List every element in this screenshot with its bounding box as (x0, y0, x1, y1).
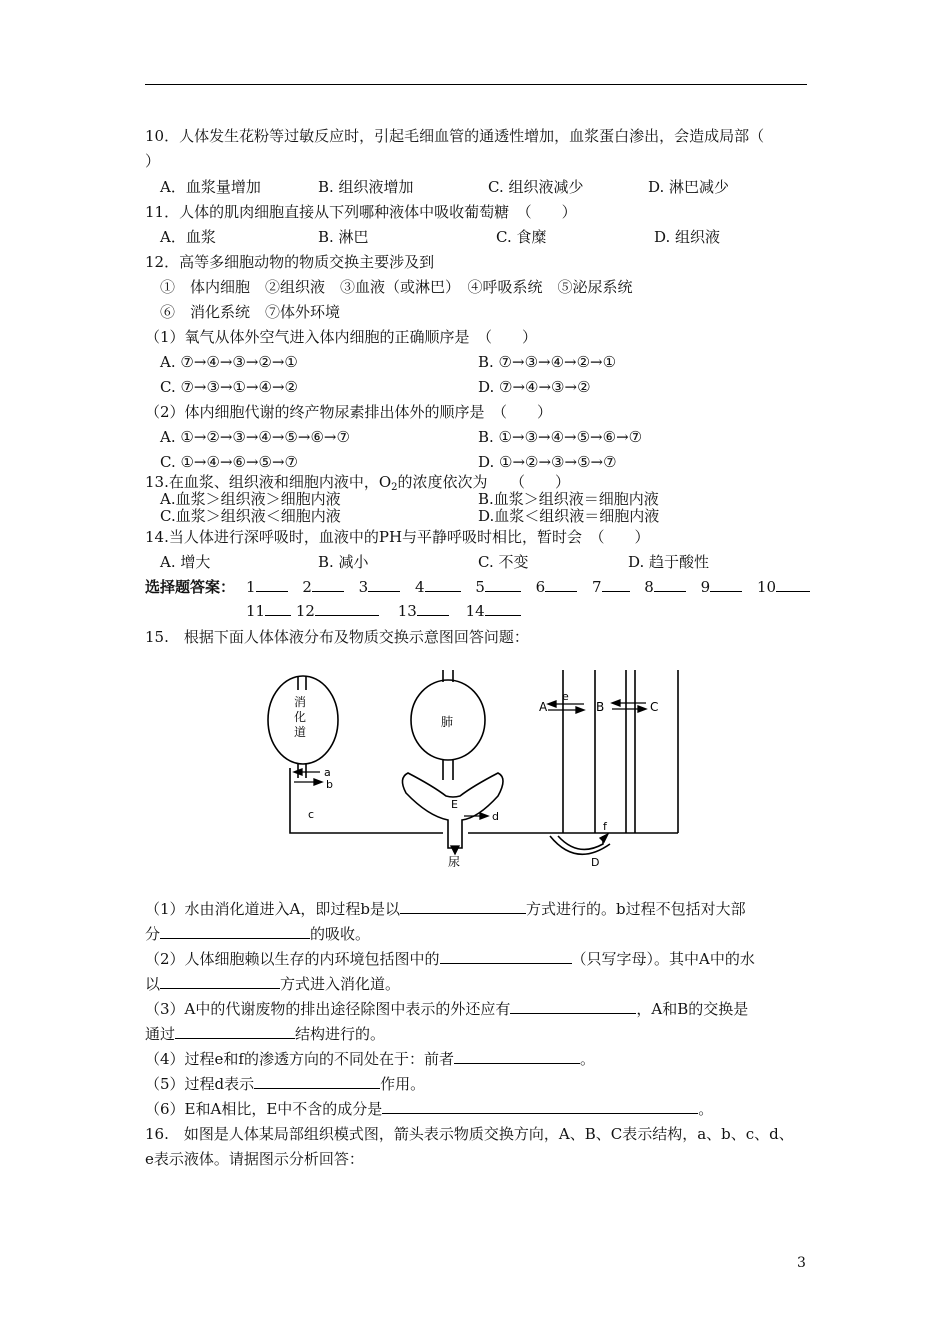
answer-num: 3 (358, 578, 369, 596)
q15-p3-line2: 通过 结构进行的。 (145, 1025, 386, 1043)
label-digestive-1: 消 (294, 695, 307, 709)
answer-row-2 (246, 601, 521, 621)
page-number: 3 (797, 1255, 806, 1271)
label-A: A (539, 700, 548, 714)
circulation-loop-left (290, 768, 443, 833)
q15-p4: （4）过程e和f的渗透方向的不同处在于：前者 。 (145, 1050, 595, 1068)
q11-option-d: D. 组织液 (654, 228, 721, 246)
q13-option-a: A.血浆＞组织液＞细胞内液 (160, 490, 341, 508)
q11-stem: 11．人体的肌肉细胞直接从下列哪种液体中吸收葡萄糖 （ ） (145, 203, 577, 221)
q10-option-c: C. 组织液减少 (488, 178, 584, 196)
label-C: C (650, 700, 659, 714)
q12-stem: 12．高等多细胞动物的物质交换主要涉及到 (145, 253, 435, 271)
answer-blank-11[interactable] (265, 601, 291, 616)
label-digestive-3: 道 (294, 725, 307, 739)
label-lung: 肺 (441, 715, 454, 729)
label-e: e (562, 690, 569, 703)
answer-row-1 (246, 577, 810, 597)
q15-blank-1[interactable] (400, 899, 526, 914)
q12-sub2-option-d: D. ①→②→③→⑤→⑦ (478, 453, 617, 471)
answer-blank-1[interactable] (256, 577, 288, 592)
q12-sub2-option-c: C. ①→④→⑥→⑤→⑦ (160, 453, 298, 471)
q13-option-b: B.血浆＞组织液＝细胞内液 (478, 490, 659, 508)
q13-stem-subscript: 2 (391, 482, 398, 493)
label-D: D (591, 856, 600, 869)
q13-option-c: C.血浆＞组织液＜细胞内液 (160, 507, 341, 525)
q15-blank-7[interactable] (454, 1049, 580, 1064)
answer-num: 9 (700, 578, 711, 596)
q15-p2-line1: （2）人体细胞赖以生存的内环境包括图中的 （只写字母）。其中A中的水 (145, 950, 755, 968)
answer-blank-9[interactable] (710, 577, 742, 592)
q14-option-a: A. 增大 (160, 553, 211, 571)
q15-blank-4[interactable] (160, 974, 280, 989)
q15-blank-6[interactable] (175, 1024, 295, 1039)
answer-blank-7[interactable] (602, 577, 630, 592)
answer-num: 10 (756, 578, 777, 596)
q11-option-b: B. 淋巴 (318, 228, 369, 246)
answer-num: 4 (414, 578, 425, 596)
q16-line2: e表示液体。请据图示分析回答： (145, 1150, 364, 1168)
q14-option-d: D. 趋于酸性 (628, 553, 710, 571)
q15-p2-line2: 以 方式进入消化道。 (145, 975, 401, 993)
header-rule (145, 84, 807, 85)
q12-items-line2: ⑥ 消化系统 ⑦体外环境 (160, 303, 341, 321)
q15-p1-line1: （1）水由消化道进入A，即过程b是以 方式进行的。b过程不包括对大部 (145, 900, 746, 918)
label-d: d (492, 810, 499, 823)
answer-num: 12 (295, 602, 315, 620)
q10-stem-end: ） (145, 152, 161, 170)
q12-sub1: （1）氧气从体外空气进入体内细胞的正确顺序是 （ ） (145, 328, 538, 346)
q10-option-b: B. 组织液增加 (318, 178, 414, 196)
label-b: b (326, 778, 333, 791)
label-E: E (451, 798, 458, 811)
q12-sub1-option-b: B. ⑦→③→④→②→① (478, 353, 617, 371)
q14-option-b: B. 减小 (318, 553, 369, 571)
q12-sub2-option-b: B. ①→③→④→⑤→⑥→⑦ (478, 428, 643, 446)
q15-stem: 15. 根据下面人体体液分布及物质交换示意图回答问题： (145, 628, 529, 646)
q15-p3-line1: （3）A中的代谢废物的排出途径除图中表示的外还应有 ，A和B的交换是 (145, 1000, 749, 1018)
q15-blank-5[interactable] (510, 999, 636, 1014)
q15-p5: （5）过程d表示 作用。 (145, 1075, 426, 1093)
q15-blank-9[interactable] (382, 1099, 698, 1114)
q15-blank-3[interactable] (440, 949, 572, 964)
label-B: B (596, 700, 605, 714)
label-c: c (308, 808, 315, 821)
q15-p6: （6）E和A相比，E中不含的成分是 。 (145, 1100, 714, 1118)
q15-p1-line2: 分 的吸收。 (145, 925, 371, 943)
answer-blank-4[interactable] (425, 577, 461, 592)
answers-label: 选择题答案： (145, 578, 236, 596)
q10-stem: 10．人体发生花粉等过敏反应时，引起毛细血管的通透性增加，血浆蛋白渗出，会造成局部（ (145, 127, 765, 145)
answer-blank-6[interactable] (545, 577, 577, 592)
q12-sub1-option-c: C. ⑦→③→①→④→② (160, 378, 298, 396)
q15-blank-8[interactable] (254, 1074, 380, 1089)
q14-stem: 14.当人体进行深呼吸时，血液中的PH与平静呼吸时相比，暂时会 （ ） (145, 528, 650, 546)
answer-num: 8 (644, 578, 654, 596)
label-digestive-2: 化 (294, 710, 307, 724)
q13-option-d: D.血浆＜组织液＝细胞内液 (478, 507, 660, 525)
body-fluid-exchange-diagram (258, 668, 698, 878)
label-urine: 尿 (448, 855, 461, 869)
q13-stem-b: 的浓度依次为 （ ） (397, 473, 571, 491)
q13-stem-a: 13.在血浆、组织液和细胞内液中，O (145, 473, 392, 491)
answer-blank-14[interactable] (485, 601, 521, 616)
answer-blank-8[interactable] (654, 577, 686, 592)
q15-blank-2[interactable] (160, 924, 310, 939)
q12-sub2: （2）体内细胞代谢的终产物尿素排出体外的顺序是 （ ） (145, 403, 553, 421)
answer-num: 14 (465, 602, 485, 620)
q11-option-a: A．血浆 (160, 228, 216, 246)
answer-num: 2 (302, 578, 312, 596)
answer-blank-3[interactable] (368, 577, 400, 592)
q10-option-d: D. 淋巴减少 (648, 178, 730, 196)
answer-num: 7 (591, 578, 602, 596)
q12-items-line1: ① 体内细胞 ②组织液 ③血液（或淋巴） ④呼吸系统 ⑤泌尿系统 (160, 278, 633, 296)
answer-blank-10[interactable] (776, 577, 810, 592)
answer-num: 5 (475, 578, 485, 596)
answer-blank-5[interactable] (485, 577, 521, 592)
answer-num: 11 (246, 602, 266, 620)
answer-num: 1 (246, 578, 256, 596)
answer-blank-2[interactable] (312, 577, 344, 592)
q12-sub1-option-a: A. ⑦→④→③→②→① (160, 353, 298, 371)
answer-blank-12[interactable] (315, 601, 379, 616)
q12-sub1-option-d: D. ⑦→④→③→② (478, 378, 591, 396)
answer-num: 13 (397, 602, 417, 620)
q14-option-c: C. 不变 (478, 553, 529, 571)
q16-line1: 16. 如图是人体某局部组织模式图，箭头表示物质交换方向，A、B、C表示结构，a、b、c、d、 (145, 1125, 794, 1143)
label-a: a (324, 766, 331, 779)
q11-option-c: C. 食糜 (496, 228, 547, 246)
answer-num: 6 (535, 578, 546, 596)
answer-blank-13[interactable] (417, 601, 449, 616)
q12-sub2-option-a: A. ①→②→③→④→⑤→⑥→⑦ (160, 428, 350, 446)
q10-option-a: A．血浆量增加 (160, 178, 261, 196)
label-f: f (603, 820, 607, 833)
